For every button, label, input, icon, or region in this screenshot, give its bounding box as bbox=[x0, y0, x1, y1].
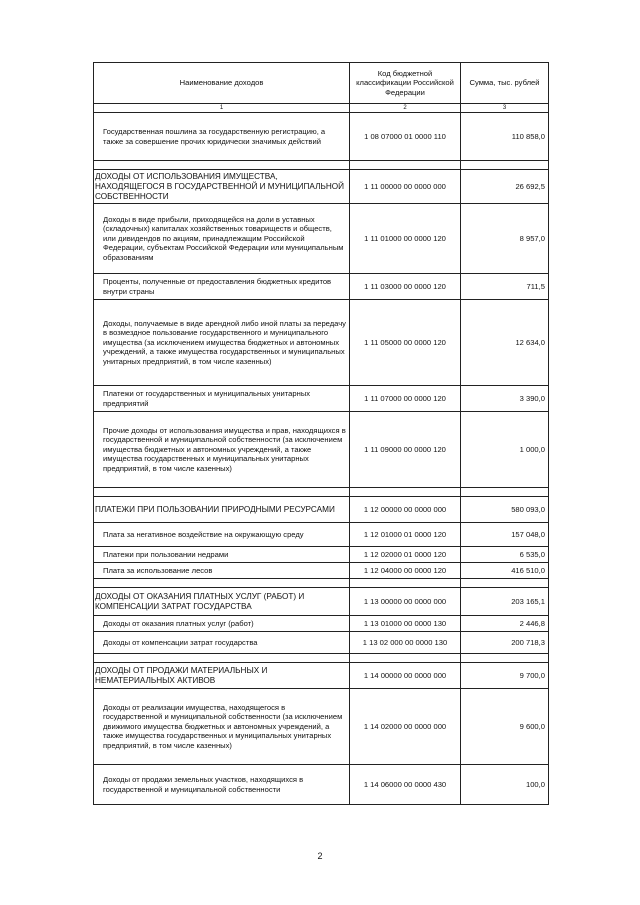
table-header-row bbox=[94, 63, 549, 104]
spacer-cell bbox=[94, 488, 350, 497]
revenue-name: Доходы от продажи земельных участков, находящихся в государственной и муниципальной собственности bbox=[94, 765, 350, 805]
amount: 9 700,0 bbox=[461, 663, 549, 689]
revenue-name: Плата за негативное воздействие на окружающую среду bbox=[94, 523, 350, 547]
section-row bbox=[94, 588, 549, 616]
revenue-table bbox=[93, 62, 549, 805]
column-number-2: 2 bbox=[350, 104, 461, 113]
table-row bbox=[94, 523, 549, 547]
table-row bbox=[94, 765, 549, 805]
amount: 580 093,0 bbox=[461, 497, 549, 523]
table-row bbox=[94, 412, 549, 488]
spacer-cell bbox=[94, 161, 350, 170]
section-row bbox=[94, 170, 549, 204]
header-name: Наименование доходов bbox=[94, 63, 350, 104]
spacer-row bbox=[94, 161, 549, 170]
classification-code: 1 12 01000 01 0000 120 bbox=[350, 523, 461, 547]
amount: 2 446,8 bbox=[461, 616, 549, 632]
spacer-cell bbox=[94, 579, 350, 588]
revenue-name: Доходы в виде прибыли, приходящейся на доли в уставных (складочных) капиталах хозяйственных товариществ и обществ, или дивидендов по акциям, принадлежащим Российской Федерации, субъектам Российской Федерации или муниципальным образованиям bbox=[94, 204, 350, 274]
revenue-name: Платежи при пользовании недрами bbox=[94, 547, 350, 563]
classification-code: 1 11 03000 00 0000 120 bbox=[350, 274, 461, 300]
classification-code: 1 11 05000 00 0000 120 bbox=[350, 300, 461, 386]
spacer-row bbox=[94, 579, 549, 588]
table-row bbox=[94, 300, 549, 386]
amount: 26 692,5 bbox=[461, 170, 549, 204]
table-row bbox=[94, 204, 549, 274]
revenue-name: Доходы, получаемые в виде арендной либо иной платы за передачу в возмездное пользование государственного и муниципального имущества (за исключением имущества бюджетных и автономных учреждений, а также имущества государственных и муниципальных унитарных предприятий, в том числе казенных) bbox=[94, 300, 350, 386]
revenue-name: Плата за использование лесов bbox=[94, 563, 350, 579]
revenue-name: Платежи от государственных и муниципальных унитарных предприятий bbox=[94, 386, 350, 412]
table-row bbox=[94, 386, 549, 412]
spacer-cell bbox=[461, 161, 549, 170]
amount: 416 510,0 bbox=[461, 563, 549, 579]
spacer-cell bbox=[461, 579, 549, 588]
amount: 711,5 bbox=[461, 274, 549, 300]
classification-code: 1 13 01000 00 0000 130 bbox=[350, 616, 461, 632]
amount: 157 048,0 bbox=[461, 523, 549, 547]
revenue-name: Доходы от компенсации затрат государства bbox=[94, 632, 350, 654]
amount: 203 165,1 bbox=[461, 588, 549, 616]
classification-code: 1 12 00000 00 0000 000 bbox=[350, 497, 461, 523]
amount: 110 858,0 bbox=[461, 113, 549, 161]
revenue-name: Проценты, полученные от предоставления бюджетных кредитов внутри страны bbox=[94, 274, 350, 300]
spacer-cell bbox=[350, 161, 461, 170]
table-row bbox=[94, 632, 549, 654]
spacer-cell bbox=[461, 654, 549, 663]
classification-code: 1 12 04000 00 0000 120 bbox=[350, 563, 461, 579]
revenue-name: ДОХОДЫ ОТ ПРОДАЖИ МАТЕРИАЛЬНЫХ И НЕМАТЕРИАЛЬНЫХ АКТИВОВ bbox=[94, 663, 350, 689]
revenue-name: Доходы от оказания платных услуг (работ) bbox=[94, 616, 350, 632]
classification-code: 1 11 09000 00 0000 120 bbox=[350, 412, 461, 488]
table-body bbox=[94, 113, 549, 805]
section-row bbox=[94, 663, 549, 689]
column-number-row bbox=[94, 104, 549, 113]
table-row bbox=[94, 689, 549, 765]
column-number-3: 3 bbox=[461, 104, 549, 113]
table-row bbox=[94, 616, 549, 632]
revenue-name: Государственная пошлина за государственную регистрацию, а также за совершение прочих юридически значимых действий bbox=[94, 113, 350, 161]
revenue-name: ПЛАТЕЖИ ПРИ ПОЛЬЗОВАНИИ ПРИРОДНЫМИ РЕСУРСАМИ bbox=[94, 497, 350, 523]
amount: 9 600,0 bbox=[461, 689, 549, 765]
classification-code: 1 11 01000 00 0000 120 bbox=[350, 204, 461, 274]
classification-code: 1 14 00000 00 0000 000 bbox=[350, 663, 461, 689]
amount: 1 000,0 bbox=[461, 412, 549, 488]
header-sum: Сумма, тыс. рублей bbox=[461, 63, 549, 104]
revenue-name: Доходы от реализации имущества, находящегося в государственной и муниципальной собственности (за исключением движимого имущества бюджетных и автономных учреждений, а также имущества государственных и муниципальных унитарных предприятий, в том числе казенных) bbox=[94, 689, 350, 765]
amount: 3 390,0 bbox=[461, 386, 549, 412]
classification-code: 1 13 02 000 00 0000 130 bbox=[350, 632, 461, 654]
spacer-cell bbox=[94, 654, 350, 663]
table-row bbox=[94, 563, 549, 579]
classification-code: 1 12 02000 01 0000 120 bbox=[350, 547, 461, 563]
section-row bbox=[94, 497, 549, 523]
column-number-1: 1 bbox=[94, 104, 350, 113]
revenue-name: Прочие доходы от использования имущества и прав, находящихся в государственной и муниципальной собственности (за исключением имущества бюджетных и автономных учреждений, а также имущества государственных и муниципальных унитарных предприятий, в том числе казенных) bbox=[94, 412, 350, 488]
table-row bbox=[94, 274, 549, 300]
amount: 8 957,0 bbox=[461, 204, 549, 274]
revenue-name: ДОХОДЫ ОТ ИСПОЛЬЗОВАНИЯ ИМУЩЕСТВА, НАХОДЯЩЕГОСЯ В ГОСУДАРСТВЕННОЙ И МУНИЦИПАЛЬНОЙ СОБСТВЕННОСТИ bbox=[94, 170, 350, 204]
classification-code: 1 14 06000 00 0000 430 bbox=[350, 765, 461, 805]
classification-code: 1 13 00000 00 0000 000 bbox=[350, 588, 461, 616]
spacer-row bbox=[94, 488, 549, 497]
page-number: 2 bbox=[317, 851, 323, 861]
classification-code: 1 11 00000 00 0000 000 bbox=[350, 170, 461, 204]
spacer-cell bbox=[461, 488, 549, 497]
spacer-cell bbox=[350, 654, 461, 663]
amount: 200 718,3 bbox=[461, 632, 549, 654]
classification-code: 1 14 02000 00 0000 000 bbox=[350, 689, 461, 765]
amount: 12 634,0 bbox=[461, 300, 549, 386]
table-row bbox=[94, 547, 549, 563]
spacer-cell bbox=[350, 579, 461, 588]
classification-code: 1 11 07000 00 0000 120 bbox=[350, 386, 461, 412]
header-code: Код бюджетной классификации Российской Федерации bbox=[350, 63, 461, 104]
amount: 100,0 bbox=[461, 765, 549, 805]
classification-code: 1 08 07000 01 0000 110 bbox=[350, 113, 461, 161]
revenue-name: ДОХОДЫ ОТ ОКАЗАНИЯ ПЛАТНЫХ УСЛУГ (РАБОТ) И КОМПЕНСАЦИИ ЗАТРАТ ГОСУДАРСТВА bbox=[94, 588, 350, 616]
spacer-cell bbox=[350, 488, 461, 497]
table-row bbox=[94, 113, 549, 161]
spacer-row bbox=[94, 654, 549, 663]
amount: 6 535,0 bbox=[461, 547, 549, 563]
